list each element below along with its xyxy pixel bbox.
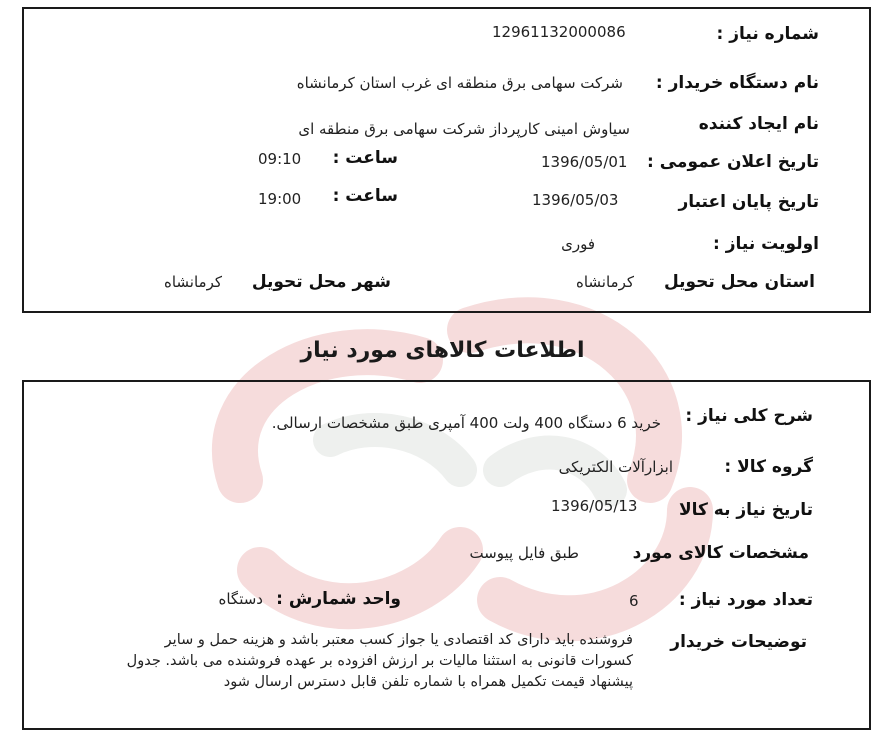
creator-value: سیاوش امینی کارپرداز شرکت سهامی برق منطقه ای [298,120,630,138]
priority-value: فوری [561,235,595,253]
deadline-time: 19:00 [258,190,302,208]
buyer-org-value: شرکت سهامی برق منطقه ای غرب استان کرمانشاه [296,74,623,92]
priority-label: اولویت نیاز : [713,234,819,254]
province-value: کرمانشاه [575,273,634,291]
summary-value: خرید 6 دستگاه 400 ولت 400 آمپری طبق مشخصات ارسالی. [271,414,661,432]
deadline-time-label: ساعت : [332,186,398,206]
need-info-panel [22,7,871,313]
group-value: ابزارآلات الکتریکی [558,458,673,476]
unit-value: دستگاه [218,590,263,608]
goods-info-panel [22,380,871,730]
spec-label: مشخصات کالای مورد [632,543,809,563]
summary-label: شرح کلی نیاز : [685,406,813,426]
announce-date: 1396/05/01 [541,153,628,171]
section-title: اطلاعات کالاهای مورد نیاز [300,338,585,363]
buyer-notes-line: فروشنده باید دارای کد اقتصادی یا جواز کسب معتبر باشد و هزینه حمل و سایر [164,632,633,648]
buyer-notes-line: پیشنهاد قیمت تکمیل همراه با شماره تلفن قابل دسترس ارسال شود [223,674,633,690]
city-label: شهر محل تحویل [251,272,391,292]
unit-label: واحد شمارش : [276,589,401,609]
group-label: گروه کالا : [724,457,813,477]
need-number: 12961132000086 [492,23,626,41]
deadline-label: تاریخ پایان اعتبار [678,192,819,212]
announce-time-label: ساعت : [332,148,398,168]
buyer-notes-line: کسورات قانونی به استثنا مالیات بر ارزش افزوده بر عهده فروشنده می باشد. جدول [126,653,633,669]
need-date-label: تاریخ نیاز به کالا [678,500,813,520]
city-value: کرمانشاه [163,273,222,291]
province-label: استان محل تحویل [663,272,815,292]
announce-time: 09:10 [258,150,302,168]
creator-label: نام ایجاد کننده [698,114,819,134]
spec-value: طبق فایل پیوست [469,544,579,562]
deadline-date: 1396/05/03 [532,191,619,209]
qty-label: تعداد مورد نیاز : [678,590,813,610]
qty-value: 6 [629,592,639,610]
buyer-notes-label: توضیحات خریدار [670,632,807,652]
need-date-value: 1396/05/13 [551,497,638,515]
buyer-org-label: نام دستگاه خریدار : [655,73,819,93]
need-number-label: شماره نیاز : [716,24,819,44]
announce-date-label: تاریخ اعلان عمومی : [647,152,819,172]
